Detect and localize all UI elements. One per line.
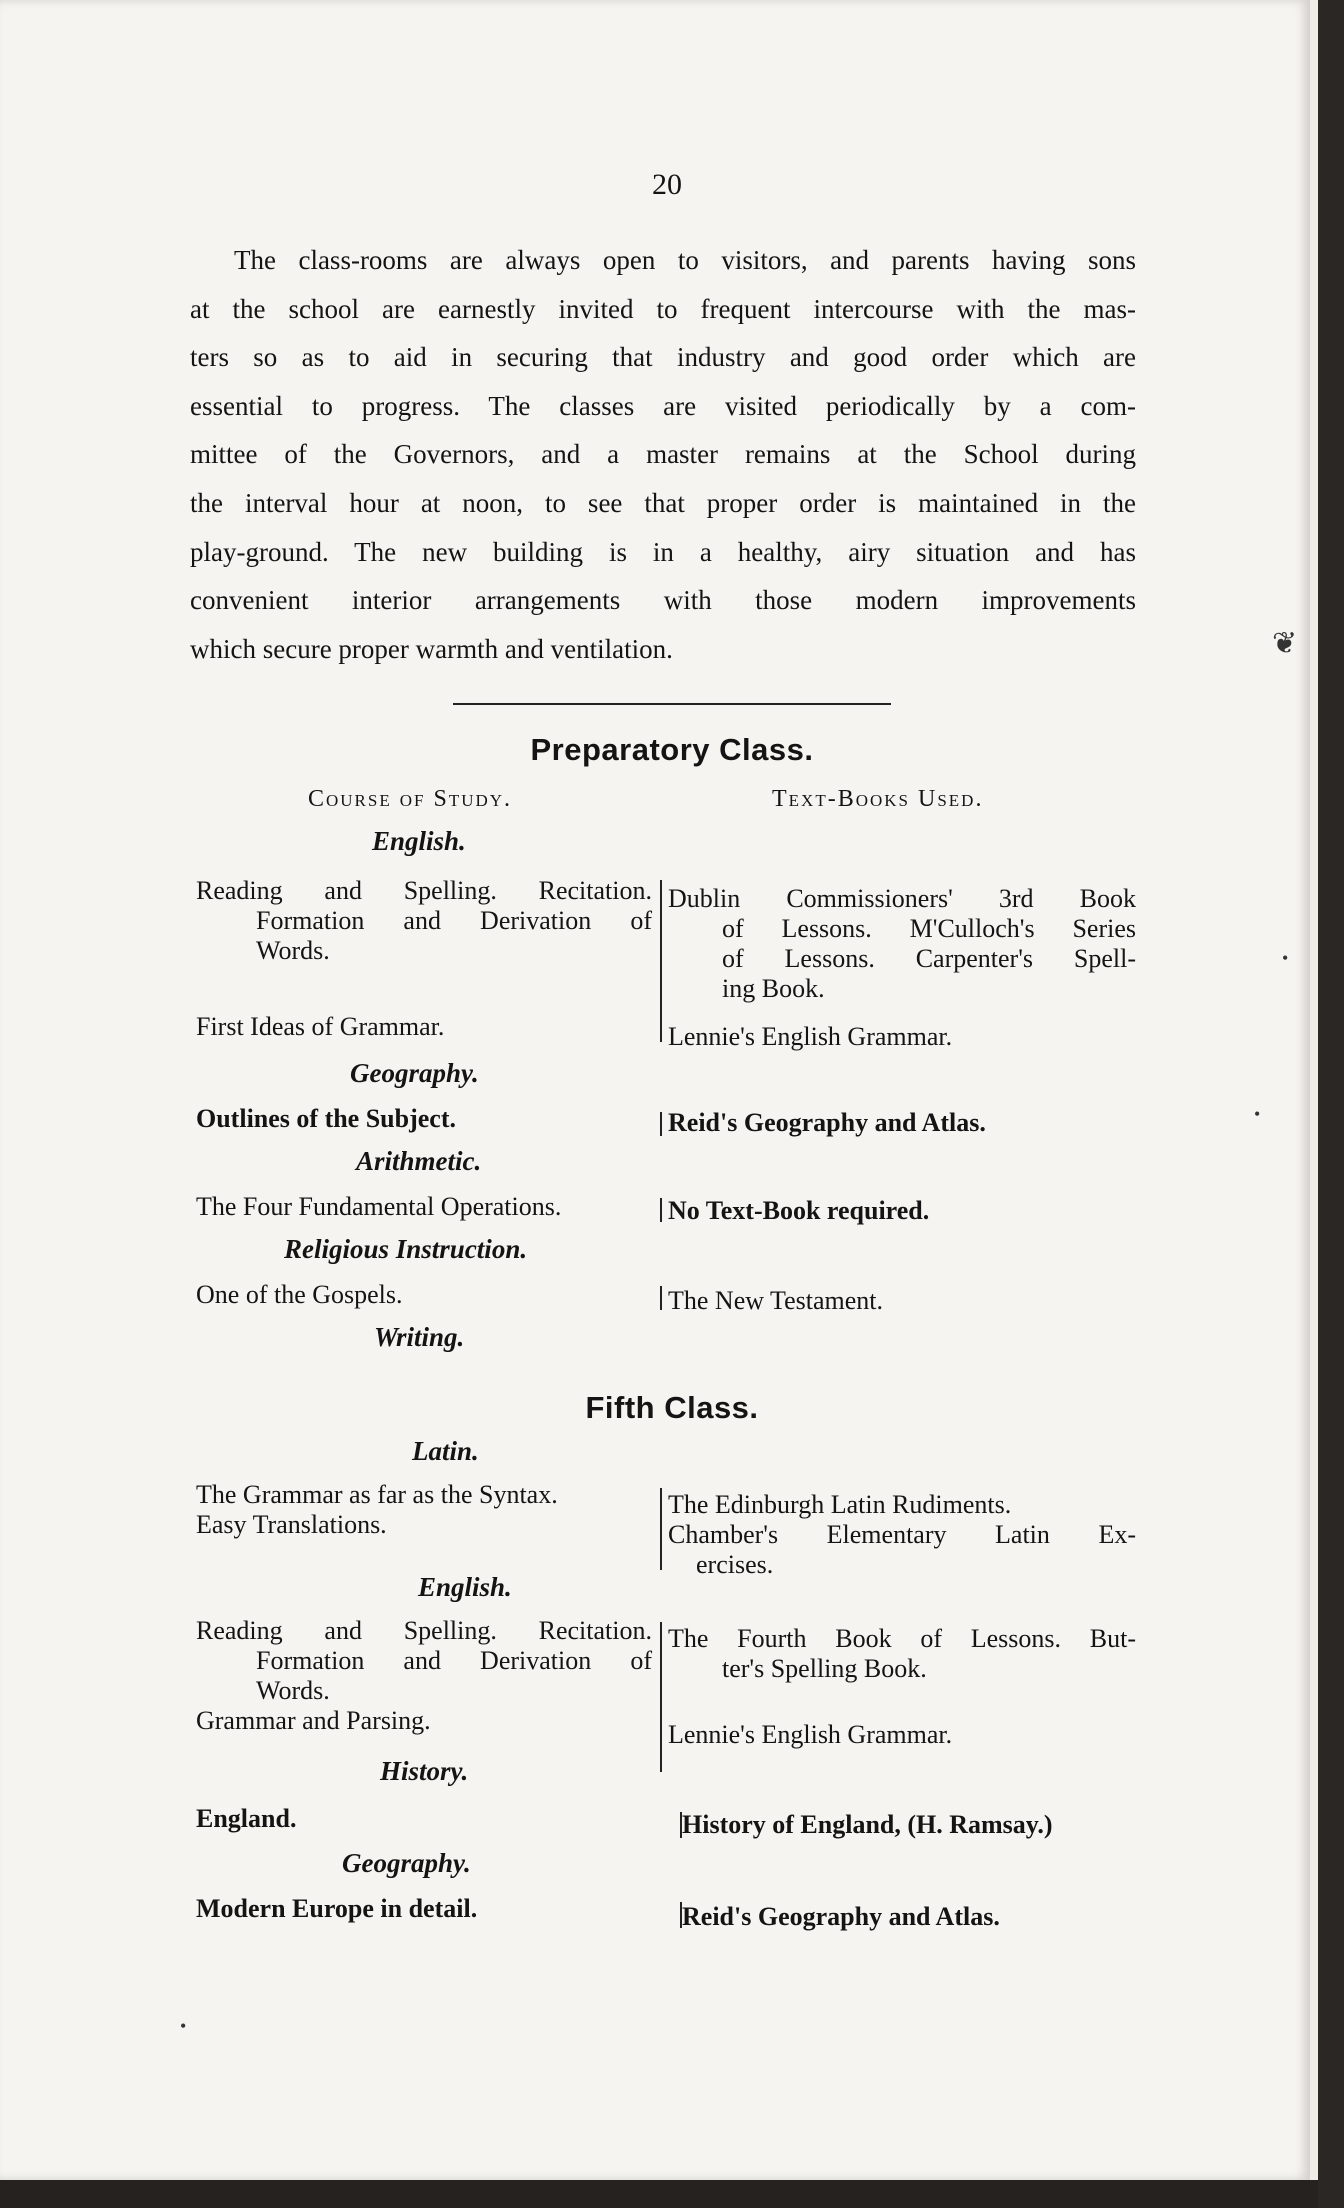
intro-line: ters so as to aid in securing that industry and good order which are: [190, 342, 1136, 373]
book-line: Dublin Commissioners' 3rd Book: [668, 884, 1136, 913]
course-entry: The Four Fundamental Operations.: [196, 1192, 562, 1221]
column-bar: [660, 1112, 662, 1136]
intro-paragraph: [190, 236, 1136, 673]
book-entry: Reid's Geography and Atlas.: [682, 1902, 1000, 1931]
book-line: of Lessons. Carpenter's Spell-: [722, 944, 1136, 973]
book-line: The Fourth Book of Lessons. But-: [668, 1624, 1136, 1653]
subject-heading-arithmetic: Arithmetic.: [356, 1146, 482, 1176]
book-entry: [668, 884, 1136, 1004]
book-entry: [668, 1490, 1136, 1580]
subject-heading-english: English.: [372, 826, 466, 856]
intro-line: mittee of the Governors, and a master remains at the School during: [190, 439, 1136, 470]
subject-heading-history: History.: [380, 1756, 469, 1786]
book-entry: Lennie's English Grammar.: [668, 1022, 953, 1051]
course-entry: First Ideas of Grammar.: [196, 1012, 445, 1041]
subject-heading-geography: Geography.: [342, 1848, 471, 1878]
course-line: Words.: [256, 1676, 330, 1705]
course-of-study-header: Course of Study.: [308, 786, 513, 812]
book-line: ercises.: [696, 1550, 774, 1579]
intro-line: essential to progress. The classes are visited periodically by a com-: [190, 390, 1136, 421]
book-entry: History of England, (H. Ramsay.): [682, 1810, 1053, 1839]
intro-line: which secure proper warmth and ventilation.: [190, 633, 673, 664]
book-line: The Edinburgh Latin Rudiments.: [668, 1490, 1012, 1519]
text-books-header: Text-Books Used.: [772, 786, 984, 812]
book-line: of Lessons. M'Culloch's Series: [722, 914, 1136, 943]
book-entry: The New Testament.: [668, 1286, 884, 1315]
page-number: 20: [652, 168, 682, 201]
intro-line: at the school are earnestly invited to frequent intercourse with the mas-: [190, 293, 1136, 324]
intro-line: convenient interior arrangements with those modern improvements: [190, 585, 1136, 616]
course-entry: Grammar and Parsing.: [196, 1706, 431, 1735]
course-line: Formation and Derivation of: [256, 906, 652, 935]
course-entry: Modern Europe in detail.: [196, 1894, 478, 1923]
book-entry: Lennie's English Grammar.: [668, 1720, 953, 1749]
book-line: ing Book.: [722, 974, 825, 1003]
course-entry: [196, 1616, 652, 1706]
margin-ornament-icon: ❦: [1272, 627, 1298, 660]
subject-heading-latin: Latin.: [412, 1436, 479, 1466]
intro-line: play-ground. The new building is in a healthy, airy situation and has: [190, 536, 1136, 567]
bottom-margin-shadow: [0, 2180, 1318, 2208]
book-entry: No Text-Book required.: [668, 1196, 930, 1225]
section-divider: [453, 703, 891, 705]
page-edge: [1310, 0, 1318, 2208]
course-entry: One of the Gospels.: [196, 1280, 403, 1309]
column-bar: [660, 1286, 662, 1310]
column-bar: [660, 1018, 662, 1042]
course-line: The Grammar as far as the Syntax.: [196, 1480, 558, 1509]
column-bar: [660, 1198, 662, 1222]
course-line: Words.: [256, 936, 330, 965]
column-bar: [660, 1622, 662, 1772]
preparatory-class-title: Preparatory Class.: [530, 732, 814, 767]
facing-page-edge: [1318, 0, 1344, 2208]
course-line: Easy Translations.: [196, 1510, 387, 1539]
margin-speck-icon: •: [180, 2016, 187, 2036]
book-entry: [668, 1624, 1136, 1684]
course-line: Reading and Spelling. Recitation.: [196, 876, 652, 905]
subject-heading-religious-instruction: Religious Instruction.: [284, 1234, 528, 1264]
margin-speck-icon: •: [1254, 1104, 1261, 1124]
book-line: ter's Spelling Book.: [722, 1654, 927, 1683]
course-entry: England.: [196, 1804, 297, 1833]
course-line: Formation and Derivation of: [256, 1646, 652, 1675]
margin-speck-icon: •: [1282, 948, 1289, 968]
course-entry: [196, 876, 652, 966]
course-line: Reading and Spelling. Recitation.: [196, 1616, 652, 1645]
column-bar: [660, 1488, 662, 1570]
course-entry: Outlines of the Subject.: [196, 1104, 456, 1133]
fifth-class-title: Fifth Class.: [585, 1390, 759, 1425]
intro-line: the interval hour at noon, to see that proper order is maintained in the: [190, 487, 1136, 518]
subject-heading-geography: Geography.: [350, 1058, 479, 1088]
subject-heading-english: English.: [418, 1572, 512, 1602]
course-entry: [196, 1480, 652, 1540]
book-line: Chamber's Elementary Latin Ex-: [668, 1520, 1136, 1549]
intro-line: The class-rooms are always open to visitors, and parents having sons: [234, 245, 1136, 275]
subject-heading-writing: Writing.: [374, 1322, 465, 1352]
book-entry: Reid's Geography and Atlas.: [668, 1108, 986, 1137]
